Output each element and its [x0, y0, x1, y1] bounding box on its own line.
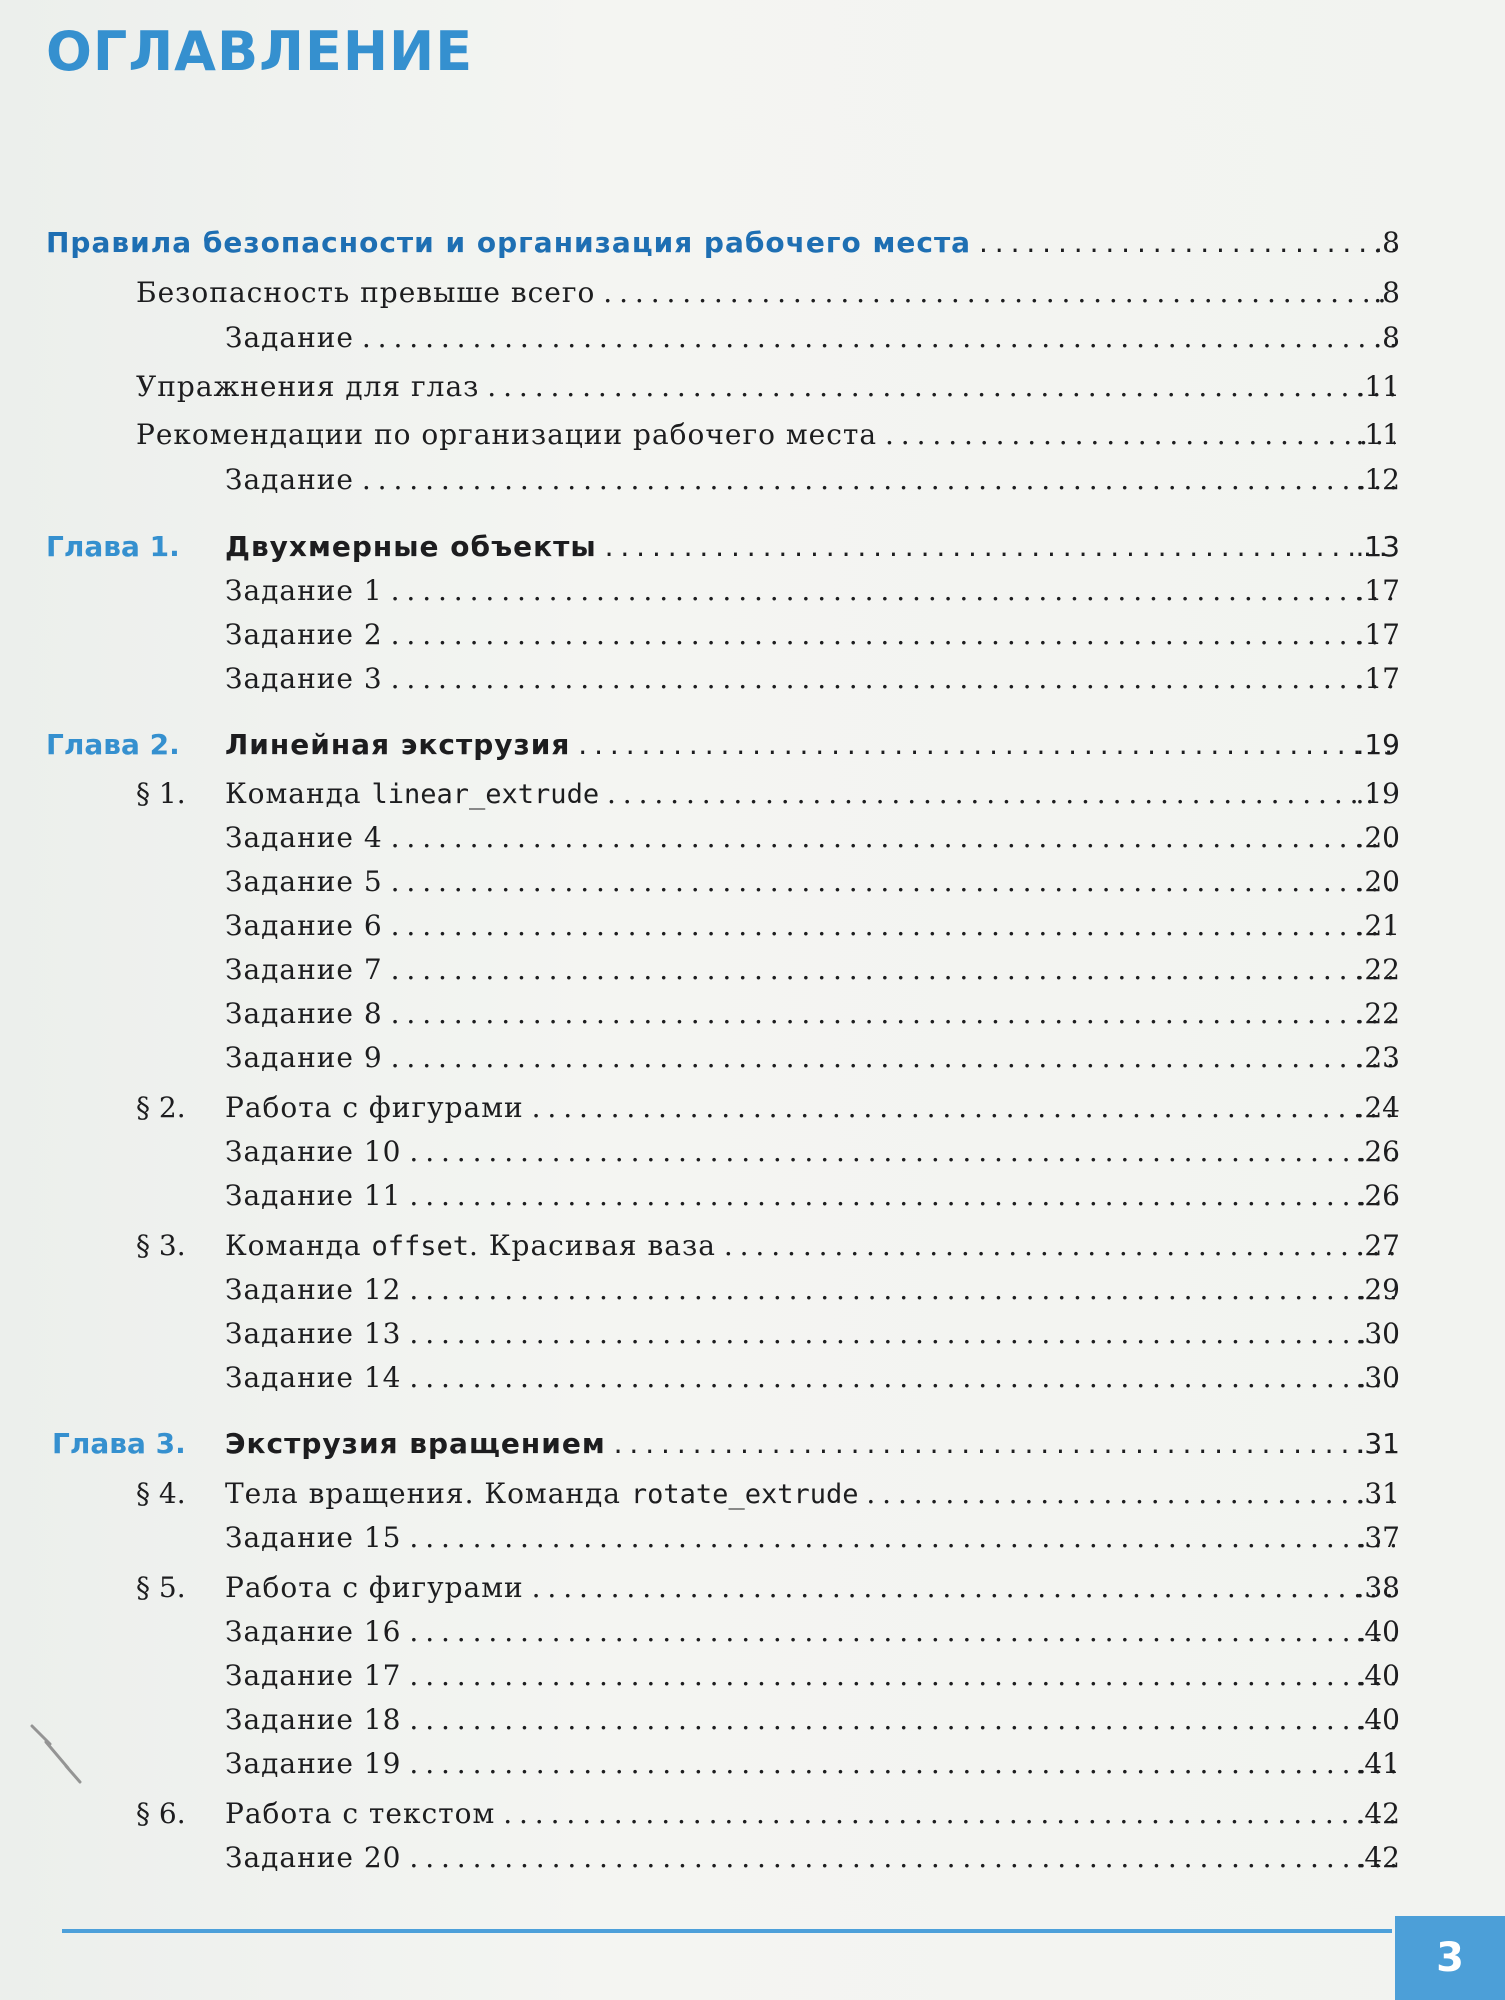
toc-entry-page: . 41 [1355, 1742, 1400, 1786]
toc-entry-task[interactable] [0, 316, 1505, 360]
toc-entry-label: Задание 16 . . . [225, 1615, 1395, 1648]
toc-section-2[interactable] [0, 1086, 1505, 1130]
toc-entry-page: . 24 [1355, 1086, 1400, 1130]
section-number: § 5. [136, 1571, 186, 1604]
toc-entry-label: Команда [225, 777, 372, 810]
toc-entry-task-19[interactable] [0, 1742, 1505, 1786]
section-number: § 3. [136, 1229, 186, 1262]
toc-section-3[interactable] [0, 1224, 1505, 1268]
toc-entry-page: . 31 [1355, 1472, 1400, 1516]
section-number: § 2. [136, 1091, 186, 1124]
toc-entry-page: . 22 [1355, 948, 1400, 992]
toc-entry-page: . 29 [1355, 1268, 1400, 1312]
toc-entry-label: Работа с фигурами . . . [225, 1091, 1395, 1124]
toc-entry-label: Задание 11 . . . [225, 1179, 1395, 1212]
toc-entry-label: Задание 1 . . . [225, 574, 1395, 607]
toc-entry-page: . 8 [1373, 221, 1400, 265]
page-title: ОГЛАВЛЕНИЕ [46, 20, 474, 83]
toc-entry-page: . 17 [1355, 613, 1400, 657]
toc-entry-page: . 12 [1355, 458, 1400, 502]
toc-section-1[interactable] [0, 772, 1505, 816]
toc-entry-label: Задание 12 . . . [225, 1273, 1395, 1306]
toc-entry-task-6[interactable] [0, 904, 1505, 948]
toc-entry-label: Упражнения для глаз . . . [136, 370, 1395, 403]
toc-entry-label: Задание 10 . . . [225, 1135, 1395, 1168]
section-number: § 4. [136, 1477, 186, 1510]
toc-entry-page: . 42 [1355, 1836, 1400, 1880]
toc-entry-task-14[interactable] [0, 1356, 1505, 1400]
toc-entry-task[interactable] [0, 458, 1505, 502]
section-number: § 1. [136, 777, 186, 810]
toc-entry-task-10[interactable] [0, 1130, 1505, 1174]
toc-entry-page: . 13 [1355, 525, 1400, 569]
toc-entry-label: Задание 18 . . . [225, 1703, 1395, 1736]
toc-entry-task-16[interactable] [0, 1610, 1505, 1654]
toc-entry-task-12[interactable] [0, 1268, 1505, 1312]
toc-entry-task-15[interactable] [0, 1516, 1505, 1560]
toc-entry-label: Линейная экструзия . . . [225, 728, 1395, 761]
toc-entry-page: . 26 [1355, 1174, 1400, 1218]
toc-entry-label: Задание 14 . . . [225, 1361, 1395, 1394]
toc-entry-code: offset [371, 1231, 470, 1262]
toc-chapter-1[interactable] [0, 525, 1505, 569]
toc-entry-code: linear_extrude [371, 779, 600, 810]
toc-entry-label: Работа с текстом . . . [225, 1797, 1395, 1830]
toc-entry-page: . 42 [1355, 1792, 1400, 1836]
toc-entry-page: . 20 [1355, 816, 1400, 860]
toc-entry-page: . 27 [1355, 1224, 1400, 1268]
toc-entry-page: . 19 [1355, 772, 1400, 816]
toc-entry-label: Безопасность превыше всего . . . [136, 276, 1395, 309]
toc-entry-label: Задание 13 . . . [225, 1317, 1395, 1350]
toc-entry-page: . 26 [1355, 1130, 1400, 1174]
page-number-badge: 3 [1395, 1916, 1505, 2000]
toc-entry-page: . 11 [1355, 365, 1400, 409]
toc-chapter-3[interactable] [0, 1422, 1505, 1466]
toc-entry-code: rotate_extrude [630, 1479, 859, 1510]
footer-rule [62, 1929, 1392, 1933]
toc-entry-task-18[interactable] [0, 1698, 1505, 1742]
toc-entry-page: . 31 [1355, 1422, 1400, 1466]
toc-entry-task-17[interactable] [0, 1654, 1505, 1698]
toc-section-5[interactable] [0, 1566, 1505, 1610]
toc-entry-label: Задание 8 . . . [225, 997, 1395, 1030]
toc-entry-label: Задание . . . [225, 321, 1395, 354]
toc-entry-safety-rules[interactable] [0, 221, 1505, 265]
toc-entry-page: . 30 [1355, 1356, 1400, 1400]
toc-entry-workplace-recommendations[interactable] [0, 413, 1505, 457]
toc-entry-label: Задание 20 . . . [225, 1841, 1395, 1874]
toc-entry-page: . 37 [1355, 1516, 1400, 1560]
toc-section-6[interactable] [0, 1792, 1505, 1836]
toc-entry-task-13[interactable] [0, 1312, 1505, 1356]
toc-entry-label: Задание . . . [225, 463, 1395, 496]
toc-entry-task-1[interactable] [0, 569, 1505, 613]
chapter-number: Глава 3. [52, 1427, 186, 1460]
toc-entry-page: . 30 [1355, 1312, 1400, 1356]
toc-entry-eye-exercises[interactable] [0, 365, 1505, 409]
toc-entry-label: Задание 4 . . . [225, 821, 1395, 854]
toc-entry-task-7[interactable] [0, 948, 1505, 992]
toc-entry-page: . 22 [1355, 992, 1400, 1036]
toc-entry-label: Задание 15 . . . [225, 1521, 1395, 1554]
toc-entry-label: Рекомендации по организации рабочего места . . . [136, 418, 1395, 451]
toc-entry-task-2[interactable] [0, 613, 1505, 657]
toc-entry-task-3[interactable] [0, 657, 1505, 701]
pen-stroke-mark [28, 1722, 98, 1792]
toc-entry-label: Задание 5 . . . [225, 865, 1395, 898]
toc-chapter-2[interactable] [0, 723, 1505, 767]
toc-entry-task-9[interactable] [0, 1036, 1505, 1080]
toc-entry-page: . 8 [1373, 271, 1400, 315]
toc-entry-page: . 38 [1355, 1566, 1400, 1610]
chapter-number: Глава 1. [46, 530, 180, 563]
toc-entry-page: . 40 [1355, 1654, 1400, 1698]
toc-entry-label: Задание 6 . . . [225, 909, 1395, 942]
toc-entry-label: Задание 7 . . . [225, 953, 1395, 986]
toc-entry-label: Экструзия вращением . . . [225, 1427, 1395, 1460]
toc-entry-task-8[interactable] [0, 992, 1505, 1036]
toc-entry-label: Двухмерные объекты . . . [225, 530, 1395, 563]
toc-entry-label: Задание 2 . . . [225, 618, 1395, 651]
toc-entry-label: Правила безопасности и организация рабочего места . . . [46, 226, 1395, 259]
toc-entry-task-20[interactable] [0, 1836, 1505, 1880]
toc-entry-page: . 40 [1355, 1610, 1400, 1654]
toc-entry-label: Задание 17 . . . [225, 1659, 1395, 1692]
toc-entry-page: . 17 [1355, 657, 1400, 701]
toc-entry-page: . 8 [1373, 316, 1400, 360]
toc-entry-label: Работа с фигурами . . . [225, 1571, 1395, 1604]
toc-entry-label: Команда [225, 1229, 372, 1262]
chapter-number: Глава 2. [46, 728, 180, 761]
toc-entry-page: . 19 [1355, 723, 1400, 767]
toc-section-4[interactable] [0, 1472, 1505, 1516]
toc-entry-page: . 23 [1355, 1036, 1400, 1080]
toc-entry-task-4[interactable] [0, 816, 1505, 860]
toc-entry-task-5[interactable] [0, 860, 1505, 904]
toc-entry-label: Тела вращения. Команда [225, 1477, 631, 1510]
section-number: § 6. [136, 1797, 186, 1830]
toc-entry-page: . 21 [1355, 904, 1400, 948]
toc-entry-page: . 40 [1355, 1698, 1400, 1742]
toc-entry-page: . 20 [1355, 860, 1400, 904]
toc-entry-label: Задание 9 . . . [225, 1041, 1395, 1074]
toc-entry-label: Задание 3 . . . [225, 662, 1395, 695]
toc-entry-label: Задание 19 . . . [225, 1747, 1395, 1780]
toc-entry-task-11[interactable] [0, 1174, 1505, 1218]
toc-entry-safety-first[interactable] [0, 271, 1505, 315]
toc-entry-label-suffix: . Красивая ваза [469, 1229, 716, 1262]
toc-entry-page: . 17 [1355, 569, 1400, 613]
toc-entry-page: . 11 [1355, 413, 1400, 457]
